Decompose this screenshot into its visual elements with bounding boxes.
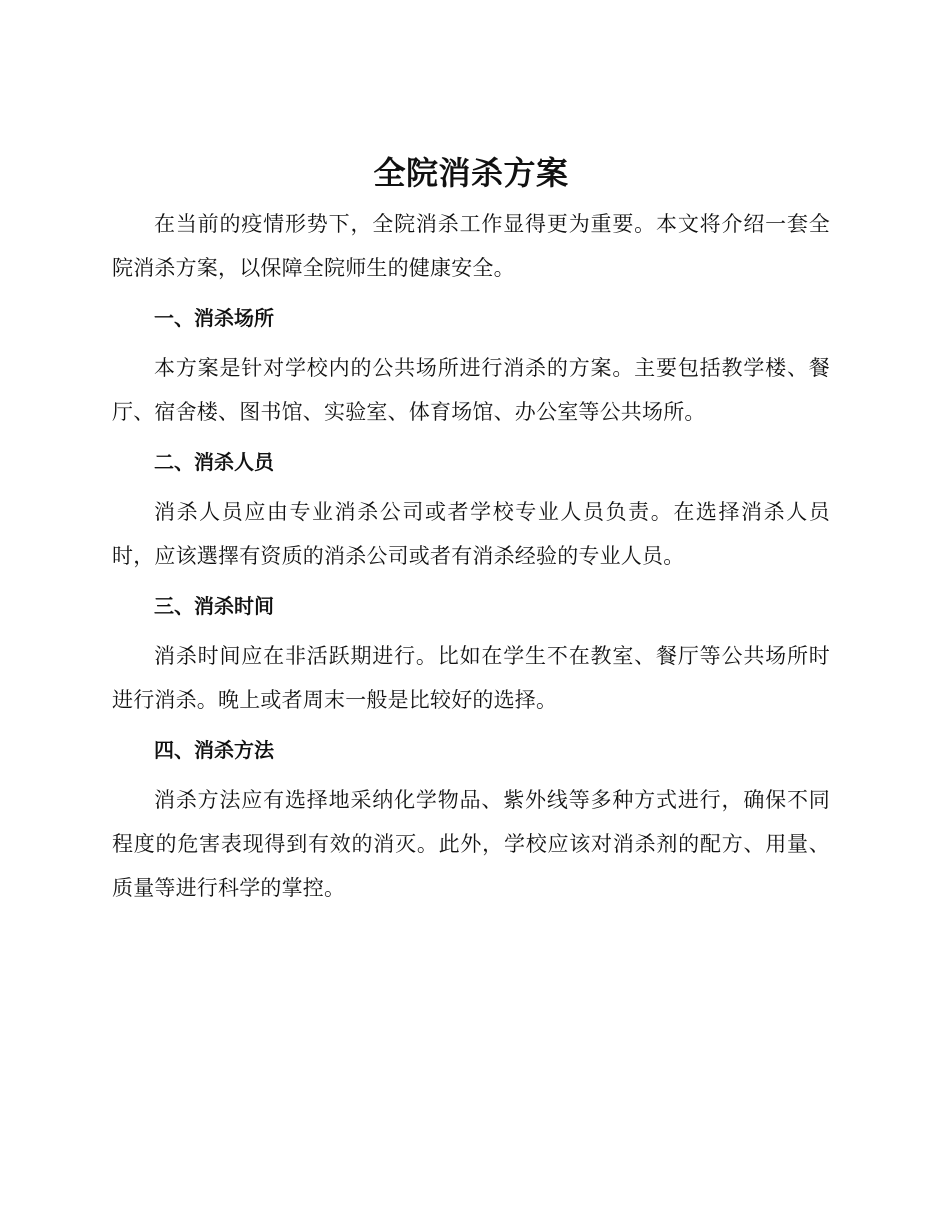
section-heading-personnel: 二、消杀人员 (154, 450, 274, 474)
section-body-venues: 本方案是针对学校内的公共场所进行消杀的方案。主要包括教学楼、餐厅、宿舍楼、图书馆、实验室、体育场馆、办公室等公共场所。 (112, 356, 830, 424)
section-body-timing: 消杀时间应在非活跃期进行。比如在学生不在教室、餐厅等公共场所时进行消杀。晚上或者周末一般是比较好的选择。 (112, 644, 830, 712)
section-body-personnel: 消杀人员应由专业消杀公司或者学校专业人员负责。在选择消杀人员时，应该選擇有资质的消杀公司或者有消杀经验的专业人员。 (112, 500, 830, 568)
intro-paragraph: 在当前的疫情形势下，全院消杀工作显得更为重要。本文将介绍一套全院消杀方案，以保障全院师生的健康安全。 (112, 212, 830, 280)
section-body-methods: 消杀方法应有选择地采纳化学物品、紫外线等多种方式进行，确保不同程度的危害表现得到有效的消灭。此外，学校应该对消杀剂的配方、用量、质量等进行科学的掌控。 (112, 788, 830, 900)
section-heading-timing: 三、消杀时间 (154, 594, 274, 618)
section-heading-methods: 四、消杀方法 (154, 738, 274, 762)
section-heading-venues: 一、消杀场所 (154, 306, 274, 330)
document-content (112, 148, 830, 910)
document-title: 全院消杀方案 (373, 154, 569, 192)
